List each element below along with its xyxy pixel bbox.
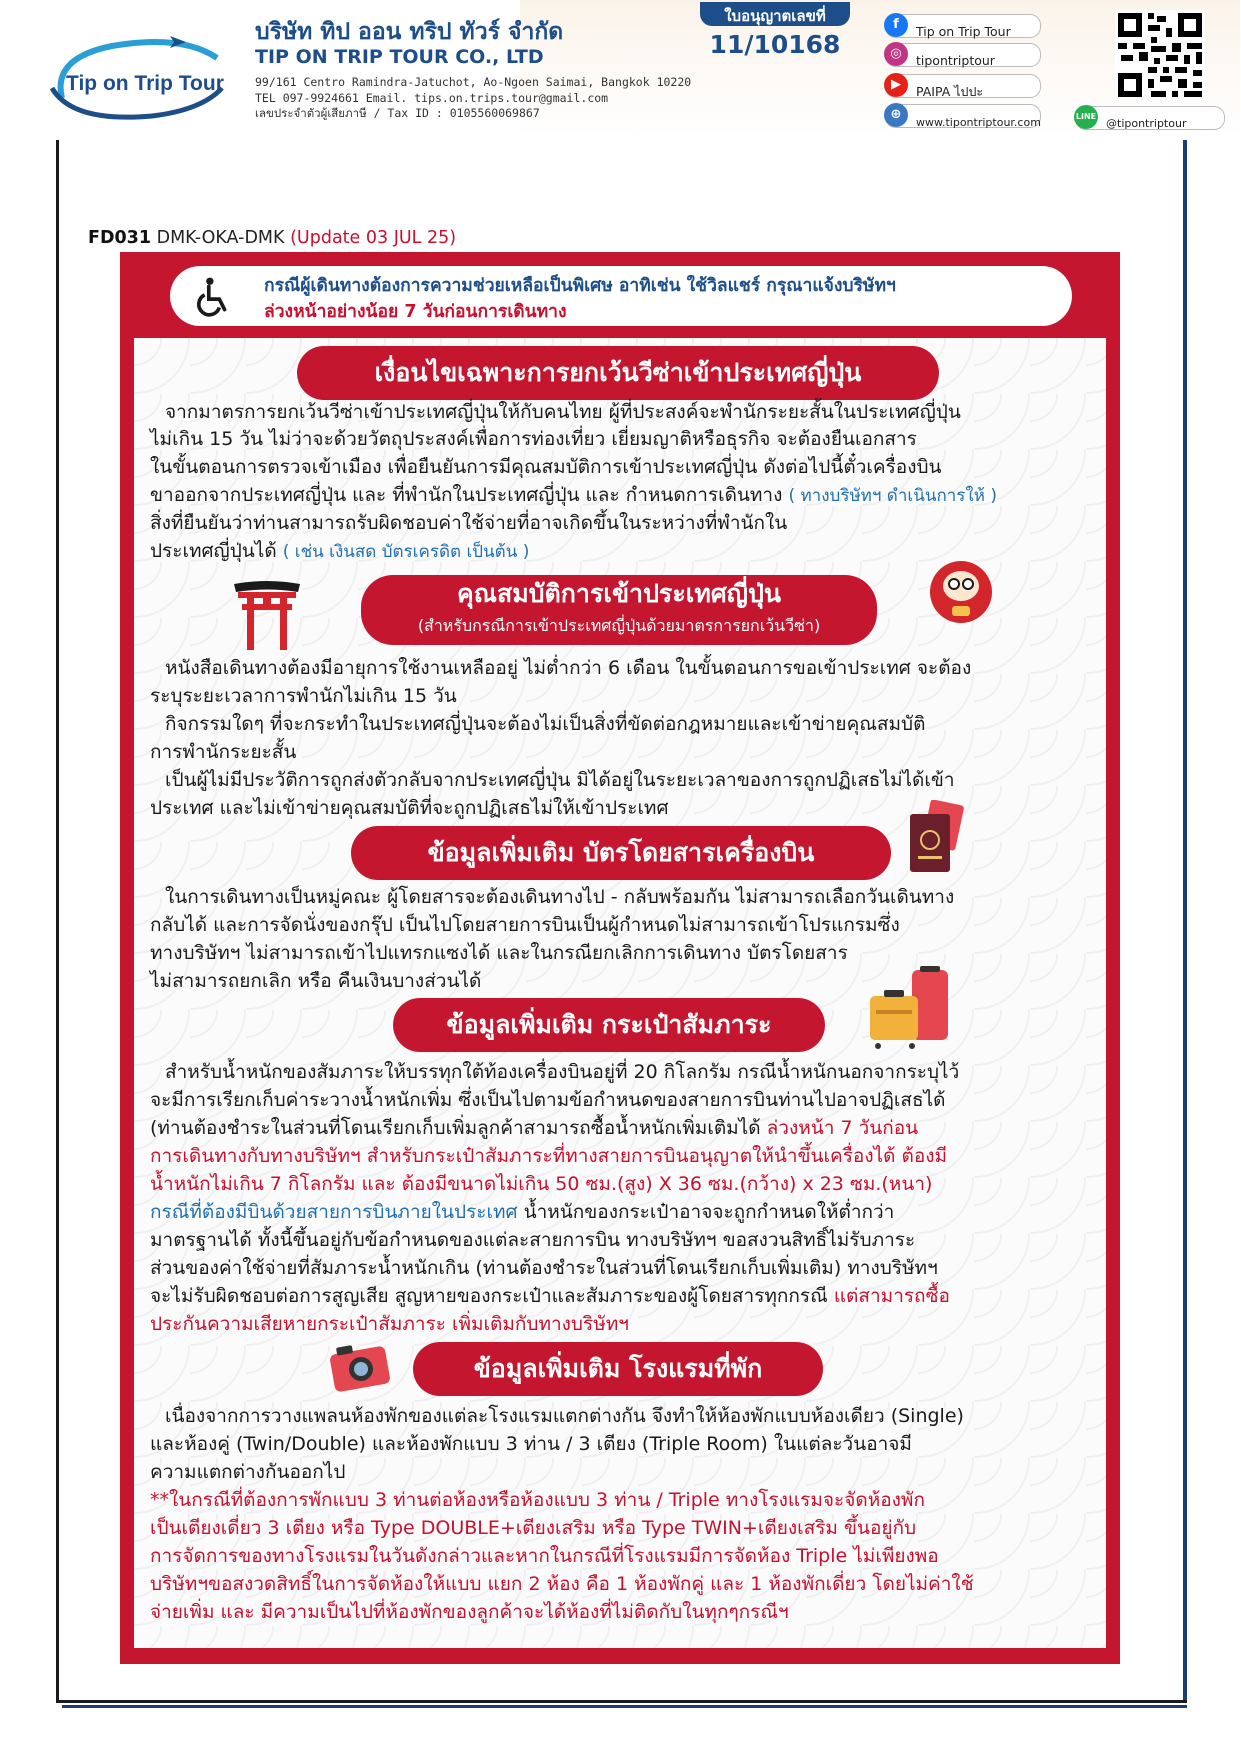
hotel-text-line: เนื่องจากการวางแพลนห้องพักของแต่ละโรงแรมแตกต่างกัน จึงทำให้ห้องพักแบบห้องเดียว (Single) [165, 1405, 964, 1427]
baggage-highlight-line: น้ำหนักไม่เกิน 7 กิโลกรัม และ ต้องมีขนาดไม่เกิน 50 ซม.(สูง) X 36 ซม.(กว้าง) x 23 ซม.(หนา) [150, 1173, 933, 1195]
camera-icon [330, 1338, 392, 1394]
license-number: 11/10168 [709, 30, 841, 59]
daruma-icon [926, 556, 996, 626]
hotel-note-line: **ในกรณีที่ต้องการพักแบบ 3 ท่านต่อห้องหรือห้องแบบ 3 ท่าน / Triple ทางโรงแรมจะจัดห้องพัก [150, 1489, 925, 1511]
page-border-left [56, 140, 59, 1702]
social-line-label: @tipontriptour [1106, 117, 1187, 130]
visa-note: ( เช่น เงินสด บัตรเครดิต เป็นต้น ) [282, 542, 530, 562]
wheelchair-icon [192, 276, 234, 318]
qualification-text-line: หนังสือเดินทางต้องมีอายุการใช้งานเหลืออยู่ ไม่ต่ำกว่า 6 เดือน ในขั้นตอนการขอเข้าประเทศ จะต้อง [165, 657, 972, 679]
qualification-title: คุณสมบัติการเข้าประเทศญี่ปุ่น [457, 579, 781, 608]
facebook-icon: f [884, 13, 908, 37]
visa-note: ( ทางบริษัทฯ ดำเนินการให้ ) [788, 486, 997, 506]
visa-text: ประเทศญี่ปุ่นได้ [150, 540, 277, 562]
hotel-note-line: เป็นเตียงเดี่ยว 3 เตียง หรือ Type DOUBLE+เตียงเสริม หรือ Type TWIN+เตียงเสริม ขึ้นอยู่กับ [150, 1517, 917, 1539]
hotel-note-line: การจัดการของทางโรงแรมในวันดังกล่าวและหากในกรณีที่โรงแรมมีการจัดห้อง Triple ไม่เพียงพอ [150, 1545, 939, 1567]
baggage-text-line: สำหรับน้ำหนักของสัมภาระให้บรรทุกใต้ท้องเครื่องบินอยู่ที่ 20 กิโลกรัม กรณีน้ำหนักนอกจากระบุไว้ [165, 1061, 960, 1083]
hotel-text-line: และห้องคู่ (Twin/Double) และห้องพักแบบ 3 ท่าน / 3 เตียง (Triple Room) ในแต่ละวันอาจมี [150, 1433, 912, 1455]
qualification-text-line: เป็นผู้ไม่มีประวัติการถูกส่งตัวกลับจากประเทศญี่ปุ่น มิได้อยู่ในระยะเวลาของการถูกปฏิเสธไม่ได้เข้า [165, 769, 955, 791]
page-border-right [1183, 140, 1187, 1702]
company-tax-id: เลขประจำตัวผู้เสียภาษี / Tax ID : 0105560069867 [255, 106, 540, 120]
hotel-text-line: ความแตกต่างกันออกไป [150, 1461, 346, 1483]
company-logo [42, 28, 232, 124]
social-instagram[interactable] [885, 43, 1041, 67]
tour-code-line [88, 228, 456, 248]
baggage-text-line: จะมีการเรียกเก็บค่าระวางน้ำหนักเพิ่ม ซึ่งเป็นไปตามข้อกำหนดของสายการบินท่านไปอาจปฏิเสธได้ [150, 1089, 946, 1111]
qualification-section-title [361, 575, 877, 645]
baggage-text-line: ส่วนของค่าใช้จ่ายที่สัมภาระน้ำหนักเกิน (ท่านต้องชำระในส่วนที่โดนเรียกเก็บเพิ่มเติม) ทางบริษัทฯ [150, 1257, 938, 1279]
ticket-text-line: ทางบริษัทฯ ไม่สามารถเข้าไปแทรกแซงได้ และในกรณียกเลิกการเดินทาง บัตรโดยสาร [150, 942, 848, 964]
instagram-icon: ◎ [884, 42, 908, 66]
hotel-note-line: จ่ายเพิ่ม และ มีความเป็นไปที่ห้องพักของลูกค้าจะได้ห้องที่ไม่ติดกับในทุกๆกรณีฯ [150, 1601, 789, 1623]
social-facebook[interactable] [885, 14, 1041, 38]
hotel-note-line: บริษัทฯขอสงวดสิทธิ์ในการจัดห้องให้แบบ แยก 2 ห้อง คือ 1 ห้องพักคู่ และ 1 ห้องพักเดี่ยว โดยไม่ค่าใช้ [150, 1573, 974, 1595]
youtube-icon: ▶ [884, 73, 908, 97]
hotel-section-title: ข้อมูลเพิ่มเติม โรงแรมที่พัก [413, 1342, 823, 1396]
web-icon: ⊕ [884, 103, 908, 127]
company-name-th: บริษัท ทิป ออน ทริป ทัวร์ จำกัด [255, 19, 564, 45]
luggage-icon [866, 966, 960, 1050]
company-tel-email: TEL 097-9924661 Email. tips.on.trips.tour@gmail.com [255, 90, 609, 105]
baggage-text-line [150, 1283, 950, 1310]
visa-text: ขาออกจากประเทศญี่ปุ่น และ ที่พำนักในประเทศญี่ปุ่น และ กำหนดการเดินทาง [150, 484, 783, 506]
line-icon: LINE [1074, 105, 1098, 129]
visa-text-line [150, 538, 529, 566]
baggage-text-line [150, 1199, 894, 1226]
social-website[interactable] [885, 104, 1041, 128]
ticket-text-line: ไม่สามารถยกเลิก หรือ คืนเงินบางส่วนได้ [150, 970, 482, 992]
ticket-text-line: กลับได้ และการจัดนั่งของกรุ๊ป เป็นไปโดยสายการบินเป็นผู้กำหนดไม่สามารถเข้าโปรแกรมซึ่ง [150, 914, 900, 936]
visa-section-title: เงื่อนไขเฉพาะการยกเว้นวีซ่าเข้าประเทศญี่ปุ่น [297, 346, 939, 400]
baggage-text: (ท่านต้องชำระในส่วนที่โดนเรียกเก็บเพิ่มลูกค้าสามารถซื้อน้ำหนักเพิ่มเติมได้ [150, 1117, 761, 1139]
qualification-text-line: กิจกรรมใดๆ ที่จะกระทำในประเทศญี่ปุ่นจะต้องไม่เป็นสิ่งที่ขัดต่อกฎหมายและเข้าข่ายคุณสมบัติ [165, 713, 926, 735]
page-border-bottom [56, 1700, 1187, 1703]
visa-text-line: สิ่งที่ยืนยันว่าท่านสามารถรับผิดชอบค่าใช้จ่ายที่อาจเกิดขึ้นในระหว่างที่พำนักใน [150, 512, 788, 534]
qualification-text-line: ระบุระยะเวลาการพำนักไม่เกิน 15 วัน [150, 685, 457, 707]
social-youtube-label: PAIPA ไปปะ [916, 84, 984, 99]
social-line[interactable] [1075, 106, 1225, 130]
company-contact-block [255, 75, 691, 122]
baggage-domestic-note: กรณีที่ต้องมีบินด้วยสายการบินภายในประเทศ [150, 1201, 518, 1223]
baggage-highlight-line: ประกันความเสียหายกระเป๋าสัมภาระ เพิ่มเติมกับทางบริษัทฯ [150, 1313, 629, 1335]
ticket-section-title: ข้อมูลเพิ่มเติม บัตรโดยสารเครื่องบิน [351, 826, 891, 880]
qualification-subtitle: (สำหรับกรณีการเข้าประเทศญี่ปุ่นด้วยมาตรการยกเว้นวีซ่า) [417, 616, 821, 635]
license-label: ใบอนุญาตเลขที่ [724, 7, 826, 25]
baggage-highlight: ล่วงหน้า 7 วันก่อน [766, 1117, 919, 1139]
baggage-text: น้ำหนักของกระเป๋าอาจจะถูกกำหนดให้ต่ำกว่า [523, 1201, 895, 1223]
social-website-label: www.tipontriptour.com [916, 116, 1041, 129]
passport-ticket-icon [906, 800, 964, 876]
baggage-text-line [150, 1115, 918, 1142]
logo-wordmark: Tip on Trip Tour [66, 72, 224, 95]
baggage-text-line: มาตรฐานได้ ทั้งนี้ขึ้นอยู่กับข้อกำหนดของแต่ละสายการบิน ทางบริษัทฯ ขอสงวนสิทธิ์ไม่รับภาระ [150, 1229, 916, 1251]
baggage-highlight: แต่สามารถซื้อ [833, 1285, 950, 1307]
qualification-text-line: การพำนักระยะสั้น [150, 741, 297, 763]
visa-text-line: จากมาตรการยกเว้นวีซ่าเข้าประเทศญี่ปุ่นให้กับคนไทย ผู้ที่ประสงค์จะพำนักระยะสั้นในประเทศญี่ปุ่น [165, 401, 961, 423]
visa-text-line [150, 482, 997, 510]
baggage-text: จะไม่รับผิดชอบต่อการสูญเสีย สูญหายของกระเป๋าและสัมภาระของผู้โดยสารทุกกรณี [150, 1285, 828, 1307]
torii-gate-icon [232, 578, 302, 652]
qualification-text-line: ประเทศ และไม่เข้าข่ายคุณสมบัติที่จะถูกปฏิเสธไม่ให้เข้าประเทศ [150, 797, 669, 819]
page-border-bottom-shadow [62, 1705, 1187, 1708]
visa-text-line: ไม่เกิน 15 วัน ไม่ว่าจะด้วยวัตถุประสงค์เพื่อการท่องเที่ยว เยี่ยมญาติหรือธุรกิจ จะต้องยืนเอกสาร [150, 428, 917, 450]
letterhead [0, 0, 1241, 140]
tour-route: DMK-OKA-DMK [156, 228, 285, 248]
tour-code: FD031 [88, 228, 152, 248]
company-address: 99/161 Centro Ramindra-Jatuchot, Ao-Ngoen Saimai, Bangkok 10220 [255, 75, 692, 89]
ticket-text-line: ในการเดินทางเป็นหมู่คณะ ผู้โดยสารจะต้องเดินทางไป - กลับพร้อมกัน ไม่สามารถเลือกวันเดินทาง [165, 886, 955, 908]
qr-code-icon[interactable] [1115, 10, 1205, 100]
notice-line-2: ล่วงหน้าอย่างน้อย 7 วันก่อนการเดินทาง [264, 302, 567, 322]
social-instagram-label: tipontriptour [916, 53, 995, 68]
social-youtube[interactable] [885, 74, 1041, 98]
baggage-highlight-line: การเดินทางกับทางบริษัทฯ สำหรับกระเป๋าสัมภาระที่ทางสายการบินอนุญาตให้นำขึ้นเครื่องได้ ต้องมี [150, 1145, 948, 1167]
notice-line-1: กรณีผู้เดินทางต้องการความช่วยเหลือเป็นพิเศษ อาทิเช่น ใช้วิลแชร์ กรุณาแจ้งบริษัทฯ [264, 276, 896, 296]
visa-text-line: ในขั้นตอนการตรวจเข้าเมือง เพื่อยืนยันการมีคุณสมบัติการเข้าประเทศญี่ปุ่น ดังต่อไปนี้ตั๋วเครื่องบิน [150, 456, 942, 478]
company-name-en: TIP ON TRIP TOUR CO., LTD [255, 46, 544, 68]
social-facebook-label: Tip on Trip Tour [916, 24, 1011, 39]
tour-update-date: (Update 03 JUL 25) [290, 228, 457, 248]
baggage-section-title: ข้อมูลเพิ่มเติม กระเป๋าสัมภาระ [393, 998, 825, 1052]
